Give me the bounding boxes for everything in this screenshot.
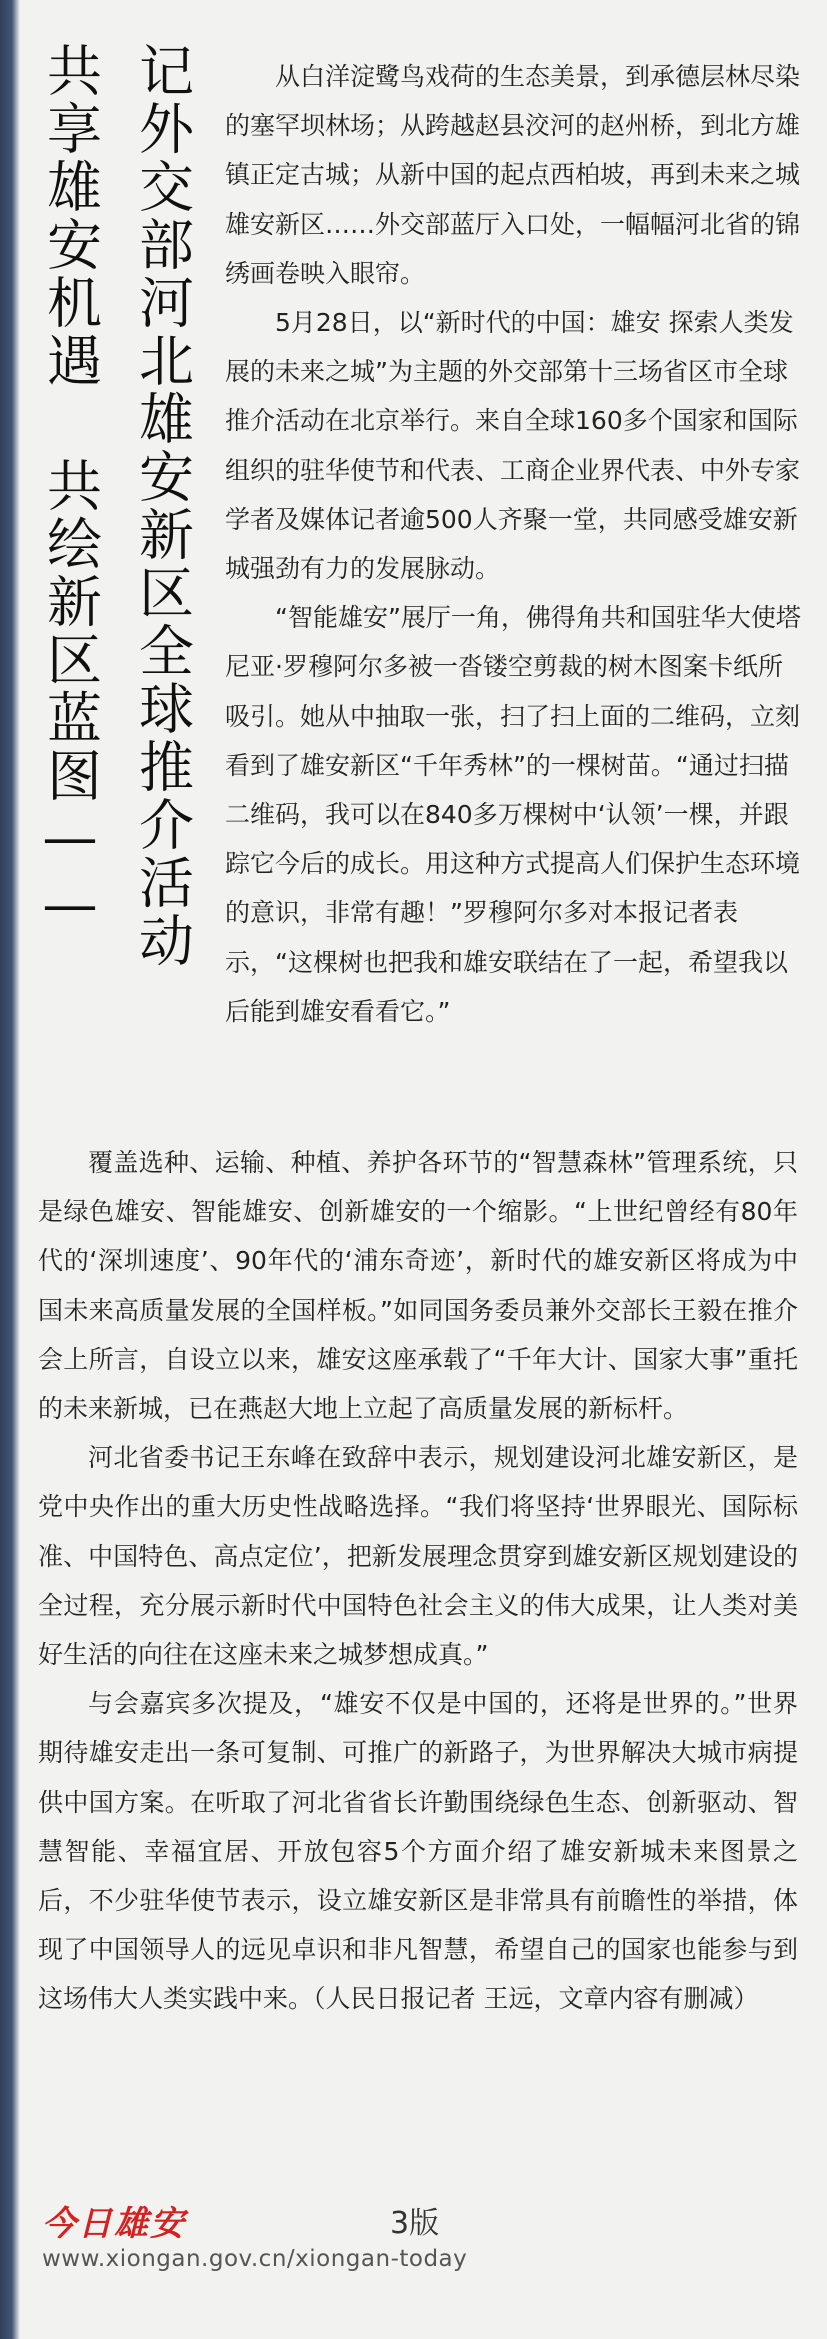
sub-headline: 共享雄安机遇 共绘新区蓝图—— xyxy=(38,42,102,939)
edition-number: 3版 xyxy=(390,2206,440,2241)
footer-url: www.xiongan.gov.cn/xiongan-today xyxy=(42,2246,468,2272)
article-paragraph: 覆盖选种、运输、种植、养护各环节的“智慧森林”管理系统，只是绿色雄安、智能雄安、创新雄安的一个缩影。“上世纪曾经有80年代的‘深圳速度’、90年代的‘浦东奇迹’，新时代的雄安新区将成为中国未来高质量发展的全国样板。”如同国务委员兼外交部长王毅在推介会上所言，自设立以来，雄安这座承载了“千年大计、国家大事”重托的未来新城，已在燕赵大地上立起了高质量发展的新标杆。 xyxy=(38,1148,798,1424)
article-paragraph: “智能雄安”展厅一角，佛得角共和国驻华大使塔尼亚·罗穆阿尔多被一沓镂空剪裁的树木图案卡纸所吸引。她从中抽取一张，扫了扫上面的二维码，立刻看到了雄安新区“千年秀林”的一棵树苗。“通过扫描二维码，我可以在840多万棵树中‘认领’一棵，并跟踪它今后的成长。用这种方式提高人们保护生态环境的意识，非常有趣！”罗穆阿尔多对本报记者表示，“这棵树也把我和雄安联结在了一起，希望我以后能到雄安看看它。” xyxy=(225,603,801,1026)
headline-block xyxy=(38,42,217,1122)
article-paragraph: 5月28日，以“新时代的中国：雄安 探索人类发展的未来之城”为主题的外交部第十三场省区市全球推介活动在北京举行。来自全球160多个国家和国际组织的驻华使节和代表、工商企业界代表、中外专家学者及媒体记者逾500人齐聚一堂，共同感受雄安新城强劲有力的发展脉动。 xyxy=(225,308,801,584)
article-body xyxy=(38,1138,798,2024)
article-paragraph: 与会嘉宾多次提及，“雄安不仅是中国的，还将是世界的。”世界期待雄安走出一条可复制、可推广的新路子，为世界解决大城市病提供中国方案。在听取了河北省省长许勤围绕绿色生态、创新驱动、智慧智能、幸福宜居、开放包容5个方面介绍了雄安新城未来图景之后，不少驻华使节表示，设立雄安新区是非常具有前瞻性的举措，体现了中国领导人的远见卓识和非凡智慧，希望自己的国家也能参与到这场伟大人类实践中来。（人民日报记者 王远，文章内容有删减） xyxy=(38,1689,798,2014)
page-footer xyxy=(42,2196,802,2296)
intro-column xyxy=(225,52,805,1036)
article-paragraph: 河北省委书记王东峰在致辞中表示，规划建设河北雄安新区，是党中央作出的重大历史性战略选择。“我们将坚持‘世界眼光、国际标准、中国特色、高点定位’，把新发展理念贯穿到雄安新区规划建设的全过程，充分展示新时代中国特色社会主义的伟大成果，让人类对美好生活的向往在这座未来之城梦想成真。” xyxy=(38,1443,798,1670)
brand-logo-text: 今日雄安 xyxy=(42,2204,186,2244)
article-paragraph: 从白洋淀鹭鸟戏荷的生态美景，到承德层林尽染的塞罕坝林场；从跨越赵县洨河的赵州桥，到北方雄镇正定古城；从新中国的起点西柏坡，再到未来之城雄安新区……外交部蓝厅入口处，一幅幅河北省的锦绣画卷映入眼帘。 xyxy=(225,62,801,288)
main-headline: 记外交部河北雄安新区全球推介活动 xyxy=(130,42,194,970)
